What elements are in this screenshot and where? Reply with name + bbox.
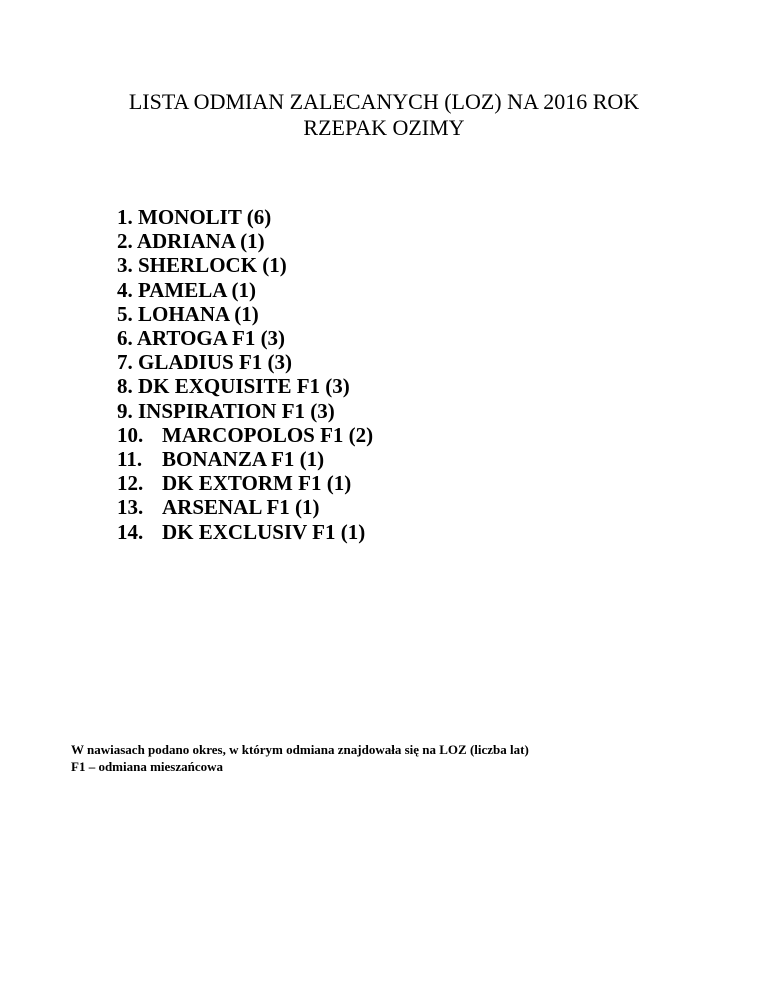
list-item xyxy=(117,205,373,229)
item-name: BONANZA F1 (1) xyxy=(162,447,325,472)
item-name: DK EXQUISITE F1 (3) xyxy=(138,374,350,399)
item-name: MONOLIT (6) xyxy=(138,205,272,229)
item-name: DK EXCLUSIV F1 (1) xyxy=(162,519,366,544)
list-item xyxy=(117,302,373,326)
list-item xyxy=(117,399,373,423)
list-item xyxy=(117,423,373,447)
item-number: 7. xyxy=(117,350,133,375)
item-number: 9. xyxy=(117,398,133,423)
footnote-f1: F1 – odmiana mieszańcowa xyxy=(71,759,224,774)
list-item xyxy=(117,229,373,253)
item-number: 13. xyxy=(117,495,144,520)
list-item xyxy=(117,278,373,302)
title-line-2: RZEPAK OZIMY xyxy=(303,115,465,140)
item-number: 4. xyxy=(117,277,133,302)
list-item xyxy=(117,447,373,471)
item-name: SHERLOCK (1) xyxy=(138,253,287,278)
footnote-period: W nawiasach podano okres, w którym odmiana znajdowała się na LOZ (liczba lat) xyxy=(71,742,529,757)
page-title xyxy=(0,89,768,141)
item-number: 11. xyxy=(117,447,143,472)
item-number: 12. xyxy=(117,471,144,496)
item-name: GLADIUS F1 (3) xyxy=(138,350,293,375)
list-item xyxy=(117,520,373,544)
item-name: LOHANA (1) xyxy=(138,301,259,326)
item-number: 6. xyxy=(117,326,133,351)
footnotes xyxy=(71,741,529,775)
item-number: 14. xyxy=(117,519,144,544)
list-item xyxy=(117,253,373,277)
list-item xyxy=(117,350,373,374)
item-name: PAMELA (1) xyxy=(138,277,257,302)
item-name: MARCOPOLOS F1 (2) xyxy=(162,422,374,447)
item-name: ARSENAL F1 (1) xyxy=(162,495,320,520)
item-number: 10. xyxy=(117,422,144,447)
item-number: 1. xyxy=(117,205,133,229)
item-name: ADRIANA (1) xyxy=(136,229,265,254)
variety-list xyxy=(117,205,373,544)
item-name: DK EXTORM F1 (1) xyxy=(162,471,352,496)
item-number: 2. xyxy=(117,229,133,254)
item-name: ARTOGA F1 (3) xyxy=(136,326,286,351)
list-item xyxy=(117,471,373,495)
list-item xyxy=(117,326,373,350)
list-item xyxy=(117,495,373,519)
item-name: INSPIRATION F1 (3) xyxy=(138,398,335,423)
title-line-1: LISTA ODMIAN ZALECANYCH (LOZ) NA 2016 ROK xyxy=(128,89,640,114)
list-item xyxy=(117,374,373,398)
item-number: 5. xyxy=(117,301,133,326)
item-number: 8. xyxy=(117,374,133,399)
item-number: 3. xyxy=(117,253,133,278)
